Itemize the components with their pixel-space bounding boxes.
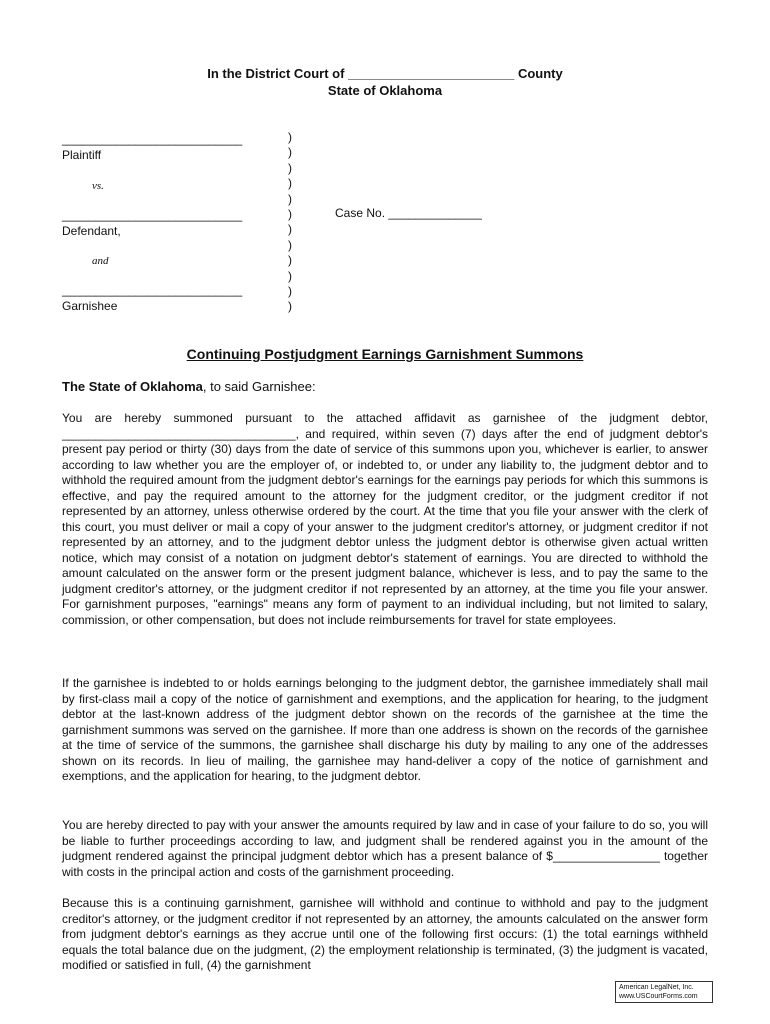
case-number: Case No. ______________ (335, 206, 482, 220)
garnishee-label: Garnishee (62, 299, 118, 313)
paragraph-payment-liability: You are hereby directed to pay with your answer the amounts required by law and in case of your failure to do so, you will be liable to further proceedings according to law, and judgment shall be rendered against you in the amount of the judgment rendered against the principal judgment debtor which has a present balance of $________________ together with costs in the principal action and costs of the garnishment proceeding. (62, 818, 708, 879)
plaintiff-name-blank: ___________________________ (62, 132, 243, 146)
greeting-rest: , to said Garnishee: (202, 379, 316, 394)
greeting-bold: The State of Oklahoma (62, 379, 203, 394)
publisher-stamp (615, 981, 713, 1003)
defendant-name-blank: ___________________________ (62, 208, 243, 222)
publisher-name: American LegalNet, Inc. (619, 984, 694, 991)
defendant-label: Defendant, (62, 224, 121, 238)
court-heading: In the District Court of _______________________ County (207, 66, 563, 81)
summons-title: Continuing Postjudgment Earnings Garnishment Summons (186, 346, 584, 362)
versus-label: vs. (92, 180, 104, 192)
state-heading: State of Oklahoma (327, 83, 443, 98)
paragraph-summons-duties: You are hereby summoned pursuant to the attached affidavit as garnishee of the judgment debtor, ___________________________________, and required, within seven (7) days after the end of judgment debtor's present pay period or thirty (30) days from the date of service of this summons upon you, whichever is earlier, to answer according to law whether you are the employer of, or indebted to, or under any liability to, the judgment debtor and to withhold the required amount from the judgment debtor's earnings for the earnings pay periods for which this summons is effective, and pay the required amount to the attorney for the judgment creditor, or the judgment creditor if not represented by an attorney, unless otherwise ordered by the court. At the time that you file your answer with the clerk of this court, you must deliver or mail a copy of your answer to the judgment creditor's attorney, or judgment creditor if not represented by an attorney, and to the judgment debtor unless the judgment debtor is otherwise given actual written notice, which may consist of a notation on judgment debtor's statement of earnings. You are directed to withhold the amount calculated on the answer form or the present judgment balance, whichever is less, and to pay the same to the judgment creditor's attorney, or the judgment creditor if not represented by an attorney, at the time you file your answer. For garnishment purposes, "earnings" means any form of payment to an individual including, but not limited to salary, commission, or other compensation, but does not include reimbursements for travel for state employees. (62, 411, 708, 627)
publisher-website: www.USCourtForms.com (619, 993, 698, 1000)
summons-greeting (62, 379, 708, 395)
plaintiff-label: Plaintiff (62, 148, 102, 162)
and-label: and (92, 255, 109, 267)
paragraph-notice-mailing: If the garnishee is indebted to or holds earnings belonging to the judgment debtor, the garnishee immediately shall mail by first-class mail a copy of the notice of garnishment and exemptions, and the application for hearing, to the judgment debtor at the last-known address of the judgment debtor shown on the records of the garnishee at the time the garnishment summons was served on the garnishee. If more than one address is shown on the records of the garnishee at the time of service of the summons, the garnishee shall discharge his duty by mailing to any one of the addresses shown on its records. In lieu of mailing, the garnishee may hand-deliver a copy of the notice of garnishment and exemptions, and the application for hearing, to the judgment debtor. (62, 676, 708, 783)
garnishee-name-blank: ___________________________ (62, 283, 243, 297)
paragraph-continuing-garnishment: Because this is a continuing garnishment, garnishee will withhold and continue to withhold and pay to the judgment creditor's attorney, or the judgment creditor if not represented by an attorney, the amounts calculated on the answer form from judgment debtor's earnings as they accrue until one of the following first occurs: (1) the total earnings withheld equals the total balance due on the judgment, (2) the employment relationship is terminated, (3) the judgment is vacated, modified or satisfied in full, (4) the garnishment (62, 896, 708, 972)
caption-parentheses: ) ) ) ) ) ) ) ) ) ) ) ) (288, 130, 292, 314)
